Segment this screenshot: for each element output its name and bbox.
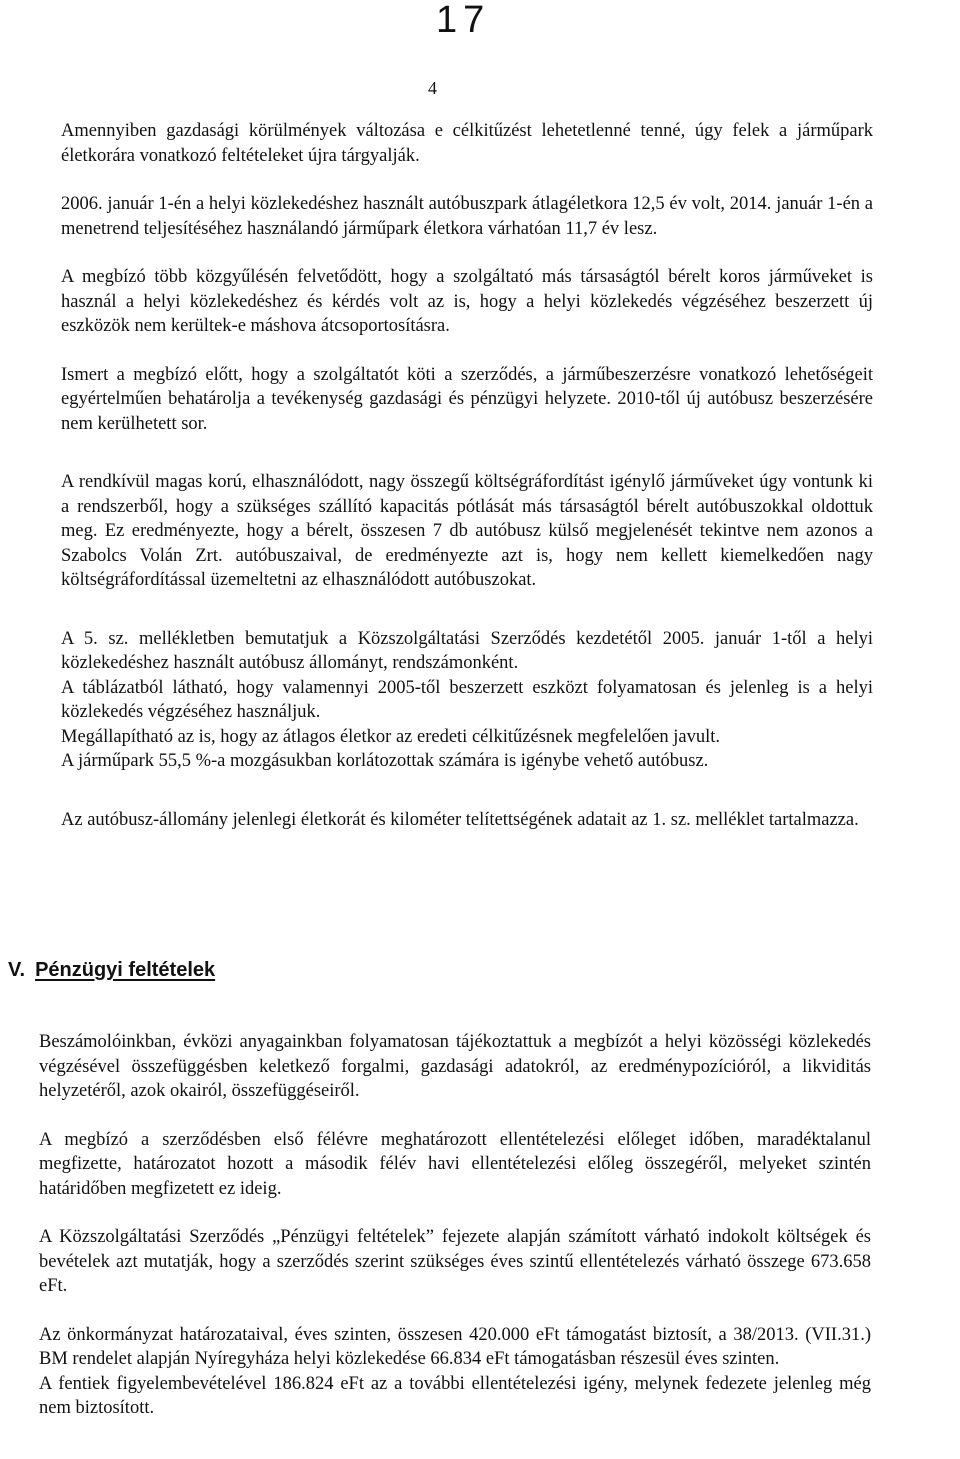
section-v-title: Pénzügyi feltételek bbox=[35, 959, 216, 981]
page-number: 17 bbox=[436, 0, 491, 41]
paragraph-municipal-support: Az önkormányzat határozataival, éves szinten, összesen 420.000 eFt támogatást biztosít, a 38/2013. (VII.31.) BM rendelet alapján Nyíregyháza helyi közlekedése 66.834 eFt támogatásban részesül éves szinten. bbox=[39, 1324, 871, 1369]
paragraph-fleet-withdrawal: A rendkívül magas korú, elhasználódott, nagy összegű költségráfordítást igénylő járműveket úgy vontunk ki a rendszerből, hogy a szükséges szállító kapacitás pótlását más társaságtól bérelt autóbuszokkal oldottuk meg. Ez eredményezte, hogy a bérelt, összesen 7 db autóbusz külső megjelenését tekintve nem azonos a Szabolcs Volán Zrt. autóbuszaival, de eredményezte azt is, hogy nem kellett kiemelkedően nagy költségráfordítással üzemeltetni az elhasználódott autóbuszokat. bbox=[61, 472, 873, 590]
section-iv-body bbox=[61, 119, 873, 832]
section-v-body bbox=[39, 1030, 871, 1421]
section-v-heading bbox=[8, 958, 215, 982]
paragraph-contract-limits: Ismert a megbízó előtt, hogy a szolgáltatót köti a szerződés, a járműbeszerzésre vonatkozó lehetőségeit egyértelműen behatárolja a tevékenység gazdasági és pénzügyi helyzete. 2010-től új autóbusz beszerzésére nem kerülhetett sor. bbox=[61, 364, 873, 434]
paragraph-reporting: Beszámolóinkban, évközi anyagainkban folyamatosan tájékoztattuk a megbízót a helyi közösségi közlekedés végzésével összefüggésben keletkező forgalmi, gazdasági adatokról, az eredménypozícióról, a likviditás helyzetéről, azok okairól, összefüggéseiről. bbox=[39, 1032, 871, 1101]
paragraph-remaining-need: A fentiek figyelembevételével 186.824 eFt az a további ellentételezési igény, melynek fedezete jelenleg még nem biztosított. bbox=[39, 1373, 871, 1418]
paragraph-advance-payment: A megbízó a szerződésben első félévre meghatározott ellentételezési előleget időben, maradéktalanul megfizette, határozatot hozott a második félév havi ellentételezési előleg összegéről, melyeket szintén határidőben megfizetett ez ideig. bbox=[39, 1129, 871, 1199]
paragraph-expected-compensation: A Közszolgáltatási Szerződés „Pénzügyi feltételek” fejezete alapján számított várható indokolt költségek és bevételek azt mutatják, hogy a szerződés szerint szükséges éves szintű ellentételezés várható összege 673.658 eFt. bbox=[39, 1227, 871, 1296]
paragraph-fleet-age-renegotiation: Amennyiben gazdasági körülmények változása e célkitűzést lehetetlenné tenné, úgy felek a járműpark életkorára vonatkozó feltételeket újra tárgyalják. bbox=[61, 121, 873, 166]
paragraph-rented-vehicles: A megbízó több közgyűlésén felvetődött, hogy a szolgáltató más társaságtól bérelt koros járműveket is használ a helyi közlekedéshez és kérdés volt az is, hogy a helyi közlekedés végzéséhez beszerzett új eszközök nem kerültek-e máshova átcsoportosításra. bbox=[61, 267, 873, 336]
paragraph-accessibility: A járműpark 55,5 %-a mozgásukban korlátozottak számára is igénybe vehető autóbusz. bbox=[61, 751, 709, 771]
section-v-number: V. bbox=[8, 959, 26, 981]
sub-page-number: 4 bbox=[428, 78, 437, 98]
paragraph-average-improved: Megállapítható az is, hogy az átlagos életkor az eredeti célkitűzésnek megfelelően javult. bbox=[61, 726, 721, 747]
paragraph-average-age: 2006. január 1-én a helyi közlekedéshez használt autóbuszpark átlagéletkora 12,5 év volt, 2014. január 1-én a menetrend teljesítéséhez használandó járműpark életkora várhatóan 11,7 év lesz. bbox=[61, 194, 873, 239]
paragraph-annex-1: Az autóbusz-állomány jelenlegi életkorát és kilométer telítettségének adatait az 1. sz. melléklet tartalmazza. bbox=[61, 809, 859, 830]
paragraph-annex-5: A 5. sz. mellékletben bemutatjuk a Közszolgáltatási Szerződés kezdetétől 2005. január 1-től a helyi közlekedéshez használt autóbusz állományt, rendszámonként. bbox=[61, 628, 873, 673]
paragraph-table-usage: A táblázatból látható, hogy valamennyi 2005-től beszerzett eszközt folyamatosan és jelenleg is a helyi közlekedés végzéséhez használjuk. bbox=[61, 677, 873, 722]
